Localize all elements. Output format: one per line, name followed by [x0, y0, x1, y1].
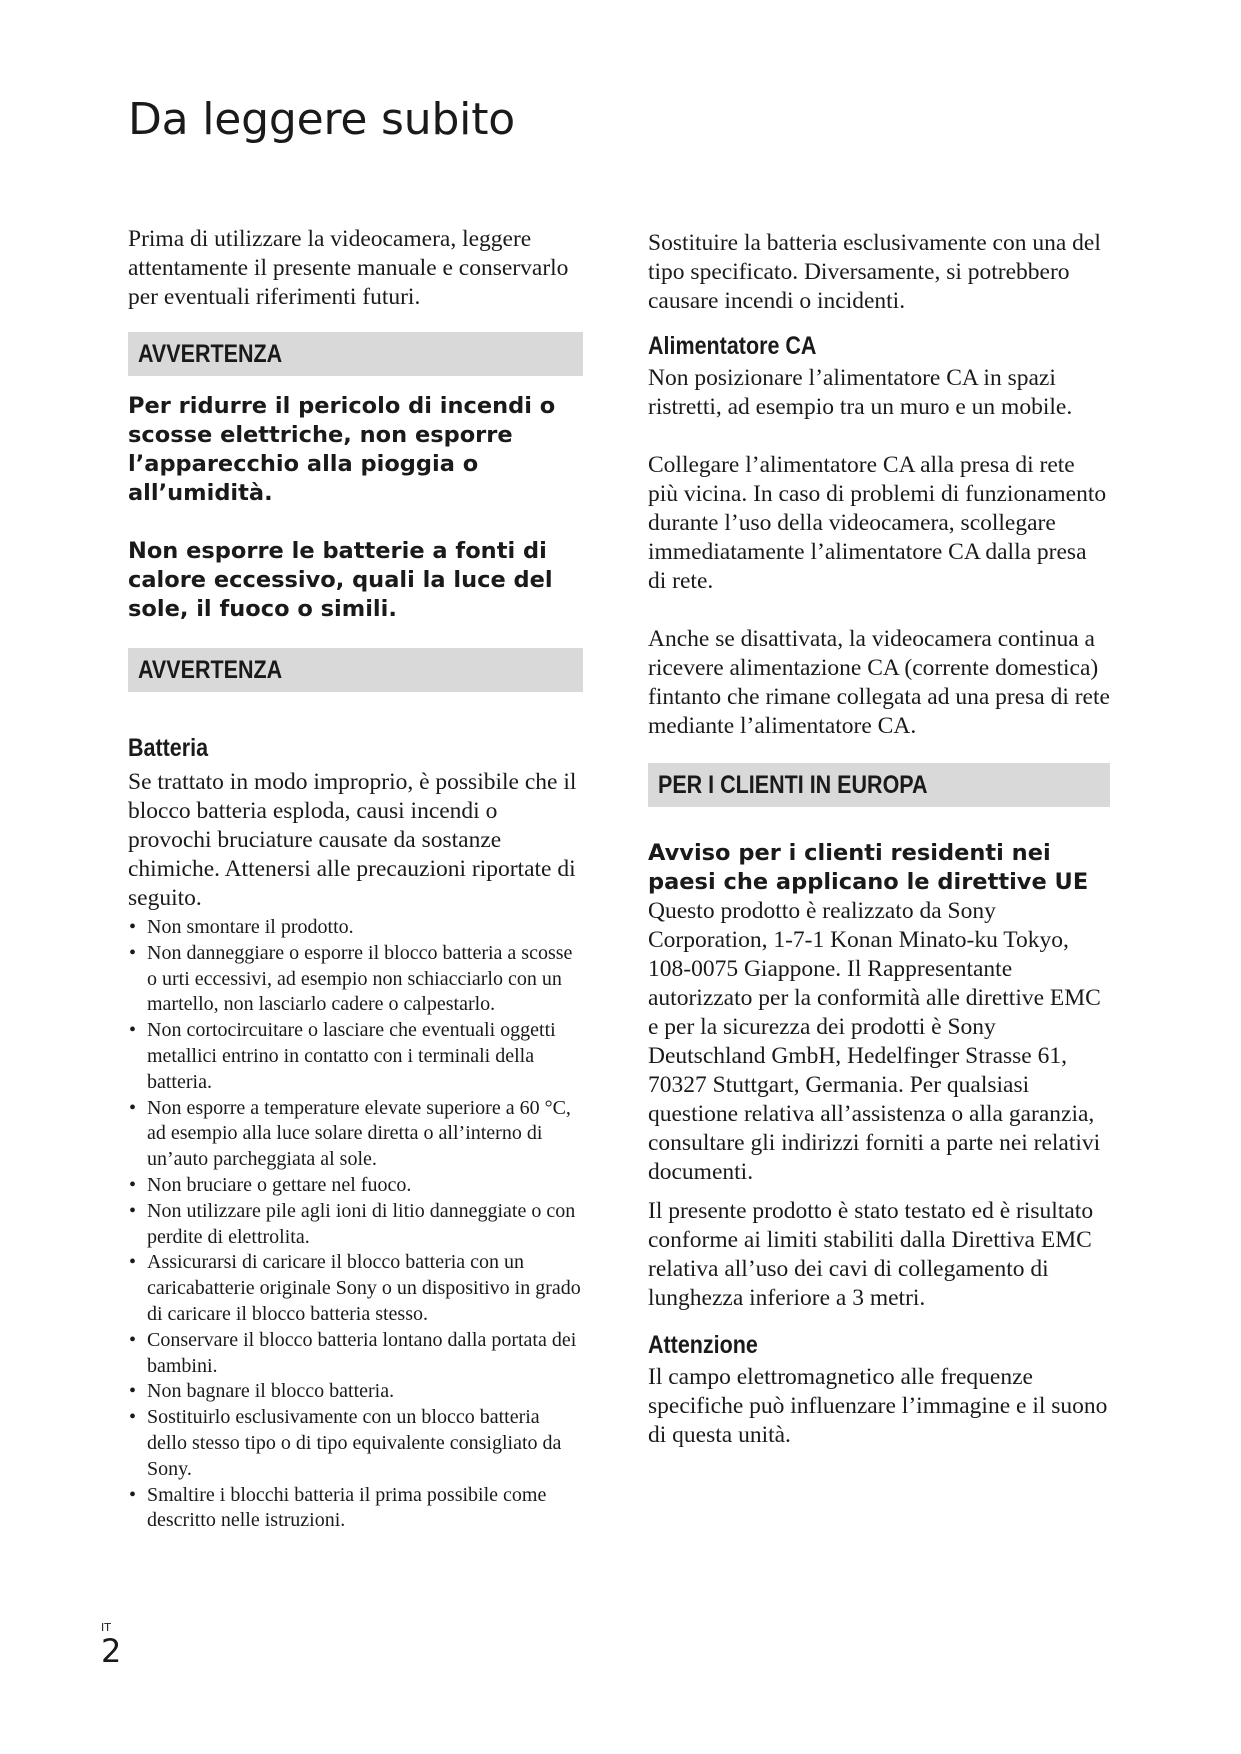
list-item: • Sostituirlo esclusivamente con un blocco batteria dello stesso tipo o di tipo equivalente consigliato da Sony.	[128, 1405, 583, 1482]
list-item: • Non utilizzare pile agli ioni di litio danneggiate o con perdite di elettrolita.	[128, 1199, 583, 1251]
warning-battery-heat: Non esporre le batterie a fonti di calore eccessivo, quali la luce del sole, il fuoco o simili.	[128, 538, 553, 622]
right-column	[648, 229, 1110, 1450]
list-item: • Non danneggiare o esporre il blocco batteria a scosse o urti eccessivi, ad esempio non schiacciarlo con un martello, non lasciarlo cadere o calpestarlo.	[128, 941, 583, 1018]
ac-adapter-heading-text: Alimentatore CA	[648, 332, 817, 360]
list-item: • Smaltire i blocchi batteria il prima possibile come descritto nelle istruzioni.	[128, 1483, 583, 1535]
attention-heading	[648, 1329, 1110, 1361]
warning-band-2	[128, 648, 583, 692]
warning-band-2-label: AVVERTENZA	[138, 655, 283, 684]
eu-paragraph-2: Il presente prodotto è stato testato ed è risultato conforme ai limiti stabiliti dalla Direttiva EMC relativa all’uso dei cavi di collegamento di lunghezza inferiore a 3 metri.	[648, 1198, 1094, 1311]
left-column	[128, 225, 583, 1534]
attention-paragraph: Il campo elettromagnetico alle frequenze specifiche può influenzare l’immagine e il suono di questa unità.	[648, 1364, 1108, 1448]
list-item: • Non cortocircuitare o lasciare che eventuali oggetti metallici entrino in contatto con i terminali della batteria.	[128, 1018, 583, 1095]
attention-heading-text: Attenzione	[648, 1331, 758, 1359]
battery-paragraph: Se trattato in modo improprio, è possibile che il blocco batteria esploda, causi incendi o provochi bruciature causate da sostanze chimiche. Attenersi alle precauzioni riportate di seguito.	[128, 769, 577, 911]
warning-band-1	[128, 332, 583, 376]
ac-paragraph-3: Anche se disattivata, la videocamera continua a ricevere alimentazione CA (corrente domestica) fintanto che rimane collegata ad una presa di rete mediante l’alimentatore CA.	[648, 626, 1110, 739]
list-item: • Non esporre a temperature elevate superiore a 60 °C, ad esempio alla luce solare diretta o all’interno di un’auto parcheggiata al sole.	[128, 1096, 583, 1173]
page-number-block	[101, 1622, 121, 1668]
intro-paragraph: Prima di utilizzare la videocamera, leggere attentamente il presente manuale e conservarlo per eventuali riferimenti futuri.	[128, 226, 569, 310]
warning-band-1-label: AVVERTENZA	[138, 339, 283, 368]
battery-precautions-list	[128, 915, 583, 1534]
language-code: IT	[101, 1621, 111, 1634]
battery-heading	[128, 732, 583, 764]
eu-notice-heading: Avviso per i clienti residenti nei paesi che applicano le direttive UE	[648, 840, 1089, 895]
eu-paragraph-1: Questo prodotto è realizzato da Sony Corporation, 1-7-1 Konan Minato-ku Tokyo, 108-0075 Giappone. Il Rappresentante autorizzato per la conformità alle direttive EMC e per la sicurezza dei prodotti è Sony Deutschland GmbH, Hedelfinger Strasse 61, 70327 Stuttgart, Germania. Per qualsiasi questione relativa all’assistenza o alla garanzia, consultare gli indirizzi forniti a parte nei relativi documenti.	[648, 898, 1101, 1185]
battery-heading-text: Batteria	[128, 734, 209, 762]
list-item: • Assicurarsi di caricare il blocco batteria con un caricabatterie originale Sony o un dispositivo in grado di caricare il blocco batteria stesso.	[128, 1250, 583, 1327]
ac-adapter-heading	[648, 330, 1110, 362]
list-item: • Non bagnare il blocco batteria.	[128, 1379, 583, 1405]
battery-replace-paragraph: Sostituire la batteria esclusivamente con una del tipo specificato. Diversamente, si potrebbero causare incendi o incidenti.	[648, 230, 1101, 314]
ac-paragraph-1: Non posizionare l’alimentatore CA in spazi ristretti, ad esempio tra un muro e un mobile.	[648, 365, 1073, 420]
list-item: • Non smontare il prodotto.	[128, 915, 583, 941]
europe-band-label: PER I CLIENTI IN EUROPA	[658, 770, 928, 799]
warning-fire-shock: Per ridurre il pericolo di incendi o scosse elettriche, non esporre l’apparecchio alla pioggia o all’umidità.	[128, 393, 556, 506]
list-item: • Conservare il blocco batteria lontano dalla portata dei bambini.	[128, 1328, 583, 1380]
ac-paragraph-2: Collegare l’alimentatore CA alla presa di rete più vicina. In caso di problemi di funzionamento durante l’uso della videocamera, scollegare immediatamente l’alimentatore CA dalla presa di rete.	[648, 452, 1107, 594]
page-number: 2	[101, 1632, 122, 1670]
page-title: Da leggere subito	[128, 94, 515, 145]
europe-band	[648, 763, 1110, 807]
list-item: • Non bruciare o gettare nel fuoco.	[128, 1173, 583, 1199]
